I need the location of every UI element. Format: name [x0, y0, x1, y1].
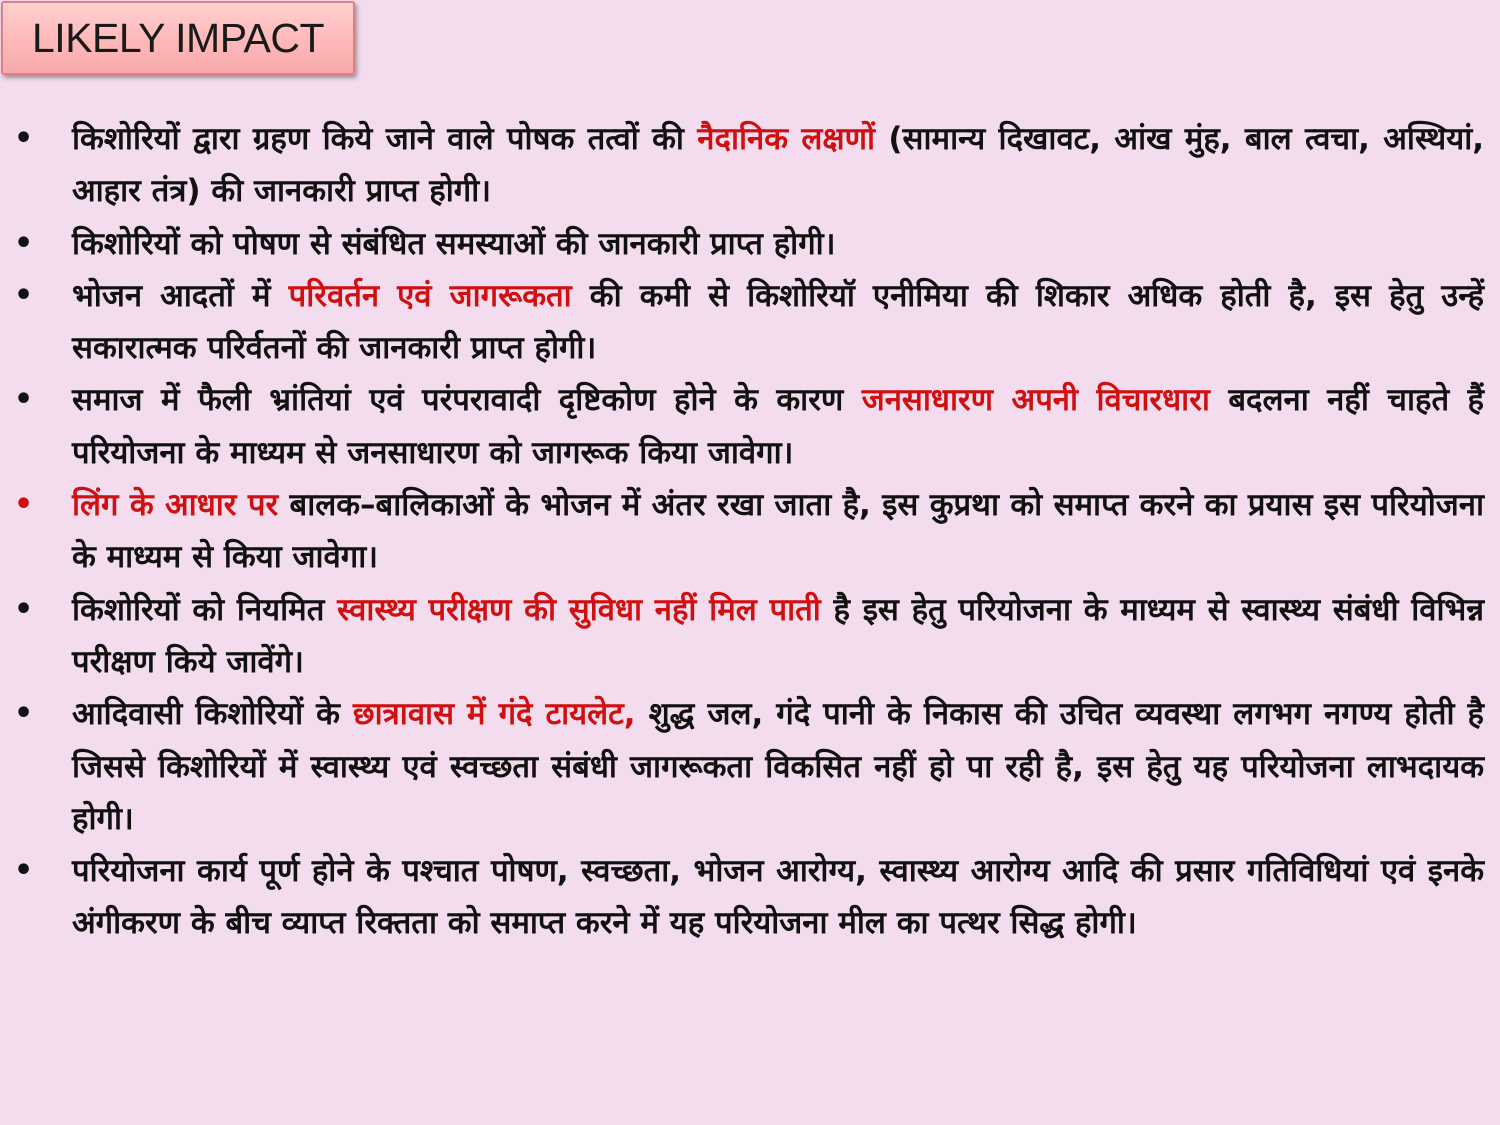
- bullet-text: किशोरियों द्वारा ग्रहण किये जाने वाले पोषक तत्वों की: [72, 121, 698, 157]
- highlighted-text: नैदानिक लक्षणों: [697, 121, 876, 157]
- bullet-item: [0, 374, 1500, 479]
- bullet-text: समाज में फैली भ्रांतियां एवं परंपरावादी दृष्टिकोण होने के कारण: [72, 382, 862, 419]
- bullet-item: [0, 584, 1500, 689]
- bullet-dot-icon: •: [14, 382, 34, 418]
- bullet-text: बदलना नहीं चाहते हैं परियोजना के माध्यम से जनसाधारण को जागरूक किया जावेगा।: [72, 382, 1484, 471]
- bullet-dot-icon: •: [14, 853, 34, 889]
- bullet-text: आदिवासी किशोरियों के: [72, 696, 353, 733]
- bullet-text: भोजन आदतों में: [72, 277, 289, 314]
- bullet-item: [0, 270, 1500, 375]
- bullet-text: है इस हेतु परियोजना के माध्यम से स्वास्थ्य संबंधी विभिन्न परीक्षण किये जावेंगे।: [72, 591, 1484, 680]
- bullet-text: (सामान्य दिखावट, आंख मुंह, बाल त्वचा, अस्थियां, आहार तंत्र) की जानकारी प्राप्त होगी।: [72, 121, 1484, 210]
- bullet-item: [0, 218, 1500, 270]
- bullet-text: शुद्ध जल, गंदे पानी के निकास की उचित व्यवस्था लगभग नगण्य होती है जिससे किशोरियों में स्वास्थ्य एवं स्वच्छता संबंधी जागरूकता विकसित नहीं हो पा रही है, इस हेतु यह परियोजना लाभदायक होगी।: [72, 696, 1484, 837]
- highlighted-text: छात्रावास में गंदे टायलेट,: [352, 696, 636, 733]
- highlighted-text: जनसाधारण अपनी विचारधारा: [861, 382, 1210, 419]
- bullet-text: किशोरियों को नियमित: [72, 591, 338, 628]
- bullet-dot-icon: •: [14, 696, 34, 732]
- highlighted-text: स्वास्थ्य परीक्षण की सुविधा नहीं मिल पाती: [337, 591, 821, 628]
- bullet-dot-icon: •: [14, 591, 34, 627]
- bullet-text: की कमी से किशोरियॉ एनीमिया की शिकार अधिक होती है, इस हेतु उन्हें सकारात्मक परिर्वतनों की जानकारी प्राप्त होगी।: [72, 277, 1485, 367]
- slide-title: LIKELY IMPACT: [32, 14, 324, 61]
- bullet-dot-icon: •: [14, 121, 34, 156]
- highlighted-text: परिवर्तन एवं जागरूकता: [288, 277, 572, 314]
- highlighted-text: लिंग के आधार पर: [72, 487, 279, 524]
- bullet-text: बालक–बालिकाओं के भोजन में अंतर रखा जाता है, इस कुप्रथा को समाप्त करने का प्रयास इस परियोजना के माध्यम से किया जावेगा।: [72, 487, 1484, 576]
- bullet-text: किशोरियों को पोषण से संबंधित समस्याओं की जानकारी प्राप्त होगी।: [72, 225, 836, 262]
- bullet-item: [0, 845, 1500, 950]
- impact-bullet-list: [0, 113, 1500, 950]
- title-box: [1, 1, 355, 75]
- bullet-dot-icon: •: [14, 225, 34, 261]
- bullet-text: परियोजना कार्य पूर्ण होने के पश्चात पोषण, स्वच्छता, भोजन आरोग्य, स्वास्थ्य आरोग्य आदि की प्रसार गतिविधियां एवं इनके अंगीकरण के बीच व्याप्त रिक्तता को समाप्त करने में यह परियोजना मील का पत्थर सिद्ध होगी।: [72, 853, 1484, 942]
- bullet-item: [0, 113, 1500, 218]
- bullet-item: [0, 479, 1500, 584]
- bullet-item: [0, 688, 1500, 845]
- bullet-dot-icon: •: [14, 487, 34, 523]
- bullet-dot-icon: •: [14, 277, 34, 313]
